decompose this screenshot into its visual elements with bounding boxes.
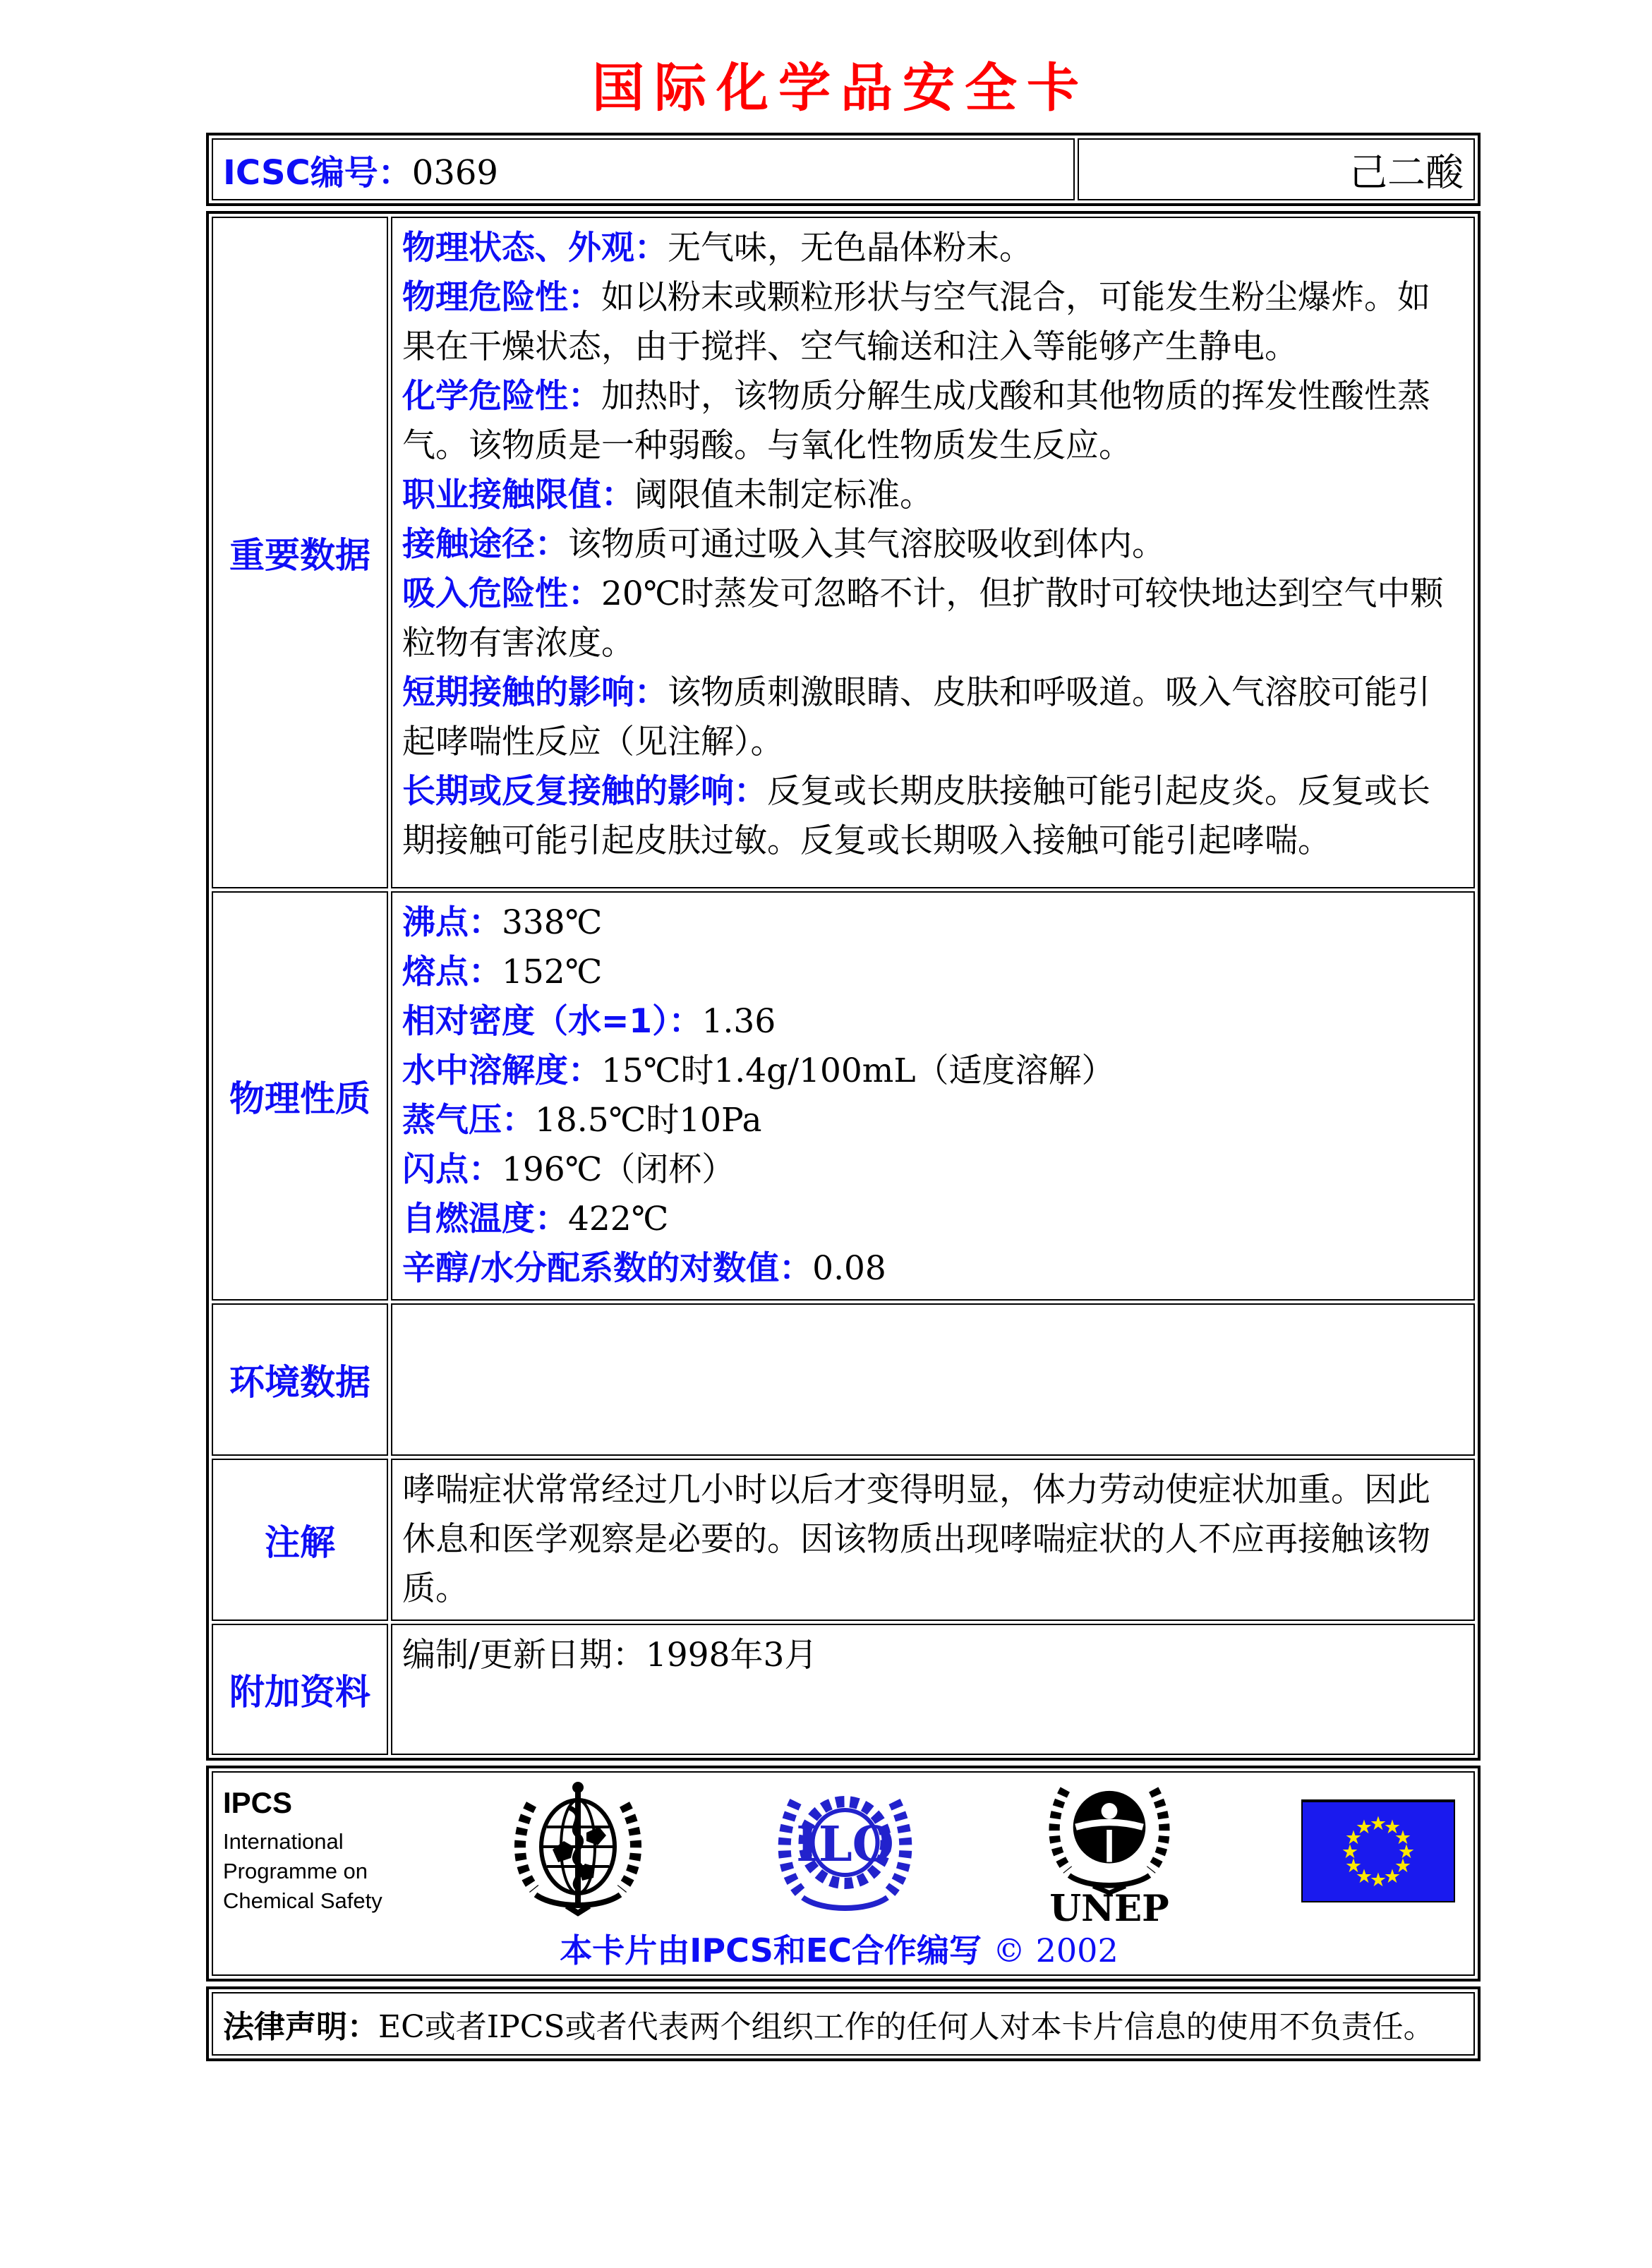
- logos-row: [223, 1778, 1455, 1929]
- svg-text:★: ★: [1394, 1827, 1412, 1849]
- data-paragraph: 职业接触限值：阈限值未制定标准。: [402, 476, 933, 514]
- unep-logo-icon: [1042, 1771, 1176, 1932]
- header-bar: [206, 133, 1481, 206]
- data-paragraph: 长期或反复接触的影响：反复或长期皮肤接触可能引起皮炎。反复或长期接触可能引起皮肤过敏。反复或长期吸入接触可能引起哮喘。: [402, 772, 1430, 860]
- property-line: 辛醇/水分配系数的对数值：0.08: [402, 1249, 886, 1288]
- notes-content: [391, 1459, 1475, 1621]
- svg-text:UNEP: UNEP: [1049, 1887, 1169, 1929]
- important-data-content: [391, 217, 1475, 888]
- data-paragraph: 短期接触的影响：该物质刺激眼睛、皮肤和呼吸道。吸入气溶胶可能引起哮喘性反应（见注解）。: [402, 673, 1430, 761]
- row-label-important-data: 重要数据: [212, 217, 388, 888]
- row-label-additional-info: 附加资料: [212, 1624, 388, 1755]
- physical-properties-content: [391, 891, 1475, 1301]
- svg-text:★: ★: [1369, 1813, 1387, 1835]
- row-label-physical-properties: 物理性质: [212, 891, 388, 1301]
- svg-text:ILO: ILO: [796, 1816, 895, 1873]
- svg-text:★: ★: [1397, 1841, 1416, 1863]
- data-paragraph: 物理状态、外观：无气味，无色晶体粉末。: [402, 229, 1032, 267]
- legal-notice: [206, 1986, 1481, 2061]
- eu-star: [1342, 1813, 1415, 1891]
- svg-text:★: ★: [1341, 1841, 1359, 1863]
- update-date-text: 编制/更新日期：1998年3月: [402, 1636, 818, 1675]
- page-title: 国际化学品安全卡: [592, 58, 1089, 119]
- table-row: [212, 1459, 1475, 1621]
- property-line: 水中溶解度：15℃时1.4g/100mL（适度溶解）: [402, 1051, 1115, 1090]
- legal-label: 法律声明：: [223, 2009, 378, 2045]
- property-line: 熔点：152℃: [402, 953, 603, 991]
- svg-text:★: ★: [1369, 1869, 1387, 1891]
- svg-text:★: ★: [1355, 1866, 1373, 1888]
- cooperation-caption: 本卡片由IPCS和EC合作编写 © 2002: [560, 1931, 1119, 1970]
- environmental-data-content: [391, 1303, 1475, 1456]
- notes-text: 哮喘症状常常经过几小时以后才变得明显，体力劳动使症状加重。因此休息和医学观察是必要的。因该物质出现哮喘症状的人不应再接触该物质。: [402, 1471, 1430, 1608]
- property-line: 闪点：196℃（闭杯）: [402, 1150, 735, 1189]
- eu-flag-icon: [1301, 1799, 1455, 1902]
- property-line: 沸点：338℃: [402, 903, 603, 942]
- svg-text:★: ★: [1355, 1816, 1373, 1838]
- row-label-notes: 注解: [212, 1459, 388, 1621]
- svg-text:★: ★: [1344, 1827, 1363, 1849]
- svg-text:★: ★: [1394, 1855, 1412, 1877]
- table-row: [212, 217, 1475, 888]
- safety-card-page: [206, 0, 1475, 2066]
- table-row: [212, 891, 1475, 1301]
- ipcs-acronym: IPCS: [223, 1786, 293, 1819]
- ilo-logo-icon: [773, 1776, 917, 1926]
- main-table: [206, 211, 1481, 1761]
- row-label-environmental-data: 环境数据: [212, 1303, 388, 1456]
- chemical-name: 己二酸: [1078, 138, 1475, 200]
- table-row: [212, 1624, 1475, 1755]
- icsc-number-label: ICSC编号：: [223, 152, 412, 193]
- copyright-text: © 2002: [993, 1931, 1119, 1970]
- footer-logos: [206, 1766, 1481, 1982]
- property-line: 自燃温度：422℃: [402, 1200, 669, 1238]
- property-line: 相对密度（水=1）：1.36: [402, 1002, 776, 1041]
- additional-info-content: [391, 1624, 1475, 1755]
- svg-text:★: ★: [1344, 1855, 1363, 1877]
- icsc-number-cell: [212, 138, 1075, 200]
- icsc-number-value: 0369: [411, 152, 498, 193]
- data-paragraph: 化学危险性：加热时，该物质分解生成戊酸和其他物质的挥发性酸性蒸气。该物质是一种弱酸。与氧化性物质发生反应。: [402, 377, 1430, 465]
- property-line: 蒸气压：18.5℃时10Pa: [402, 1101, 762, 1140]
- data-paragraph: 物理危险性：如以粉末或颗粒形状与空气混合，可能发生粉尘爆炸。如果在干燥状态，由于搅拌、空气输送和注入等能够产生静电。: [402, 278, 1430, 366]
- legal-text: EC或者IPCS或者代表两个组织工作的任何人对本卡片信息的使用不负责任。: [378, 2009, 1435, 2045]
- ipcs-text-block: IPCS International Programme on Chemical Safety: [223, 1786, 382, 1913]
- data-paragraph: 接触途径：该物质可通过吸入其气溶胶吸收到体内。: [402, 525, 1165, 564]
- table-row: [212, 1303, 1475, 1456]
- data-paragraph: 吸入危险性：20℃时蒸发可忽略不计，但扩散时可较快地达到空气中颗粒物有害浓度。: [402, 574, 1444, 663]
- svg-text:★: ★: [1383, 1816, 1401, 1838]
- svg-text:★: ★: [1383, 1866, 1401, 1888]
- who-logo-icon: [507, 1776, 649, 1926]
